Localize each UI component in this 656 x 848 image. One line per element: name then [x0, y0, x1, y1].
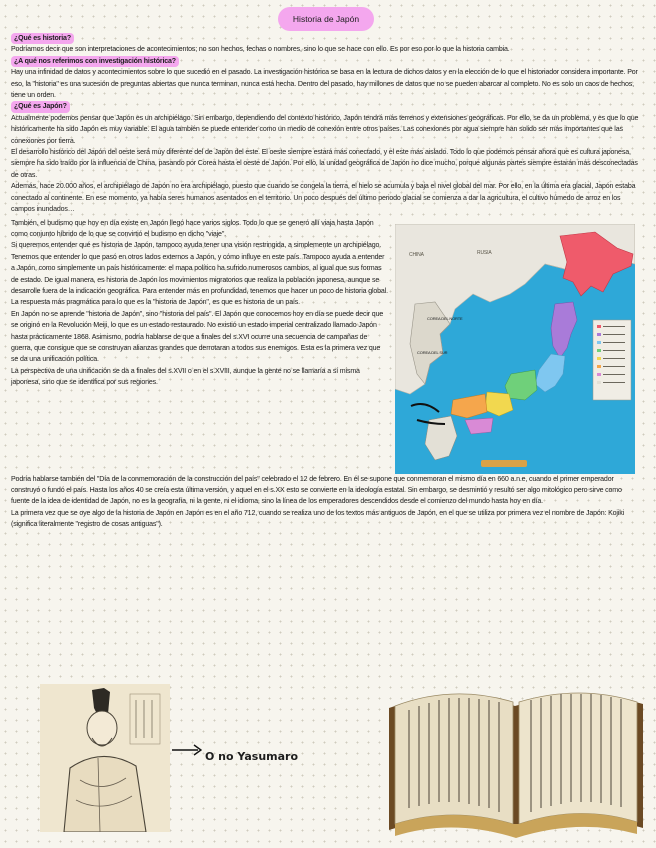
portrait-caption: O no Yasumaro: [205, 750, 299, 763]
kojiki-book-image: [385, 678, 647, 846]
document-body: [11, 33, 639, 531]
text-and-map-row: [11, 218, 639, 474]
paragraph: Si queremos entender qué es historia de Japón, tampoco ayuda tener una visión restringida, a simplemente un archipiélago. Tenemos que entender lo que pasó en otros lados externos a Japón, y cómo influye en este país. Tampoco ayuda a entender a Japón, como simplemente un país históricamente: el mapa político ha sufrido numerosos cambios, al igual que sus formas de estado. De igual manera, es historia de Japón los movimientos migratorios que realiza la población japonesa, aunque se desarrolle fuera de la indicación geográfica. Para entender más en profundidad, tenemos que hacer un poco de historia global. La respuesta más pragmática para lo que es la "historia de Japón", es que es historia de un país.: [11, 242, 388, 307]
label-russia: RUSIA: [477, 249, 492, 256]
japan-map: [395, 224, 635, 474]
left-page: [395, 694, 513, 824]
japan-map-svg: [395, 224, 635, 474]
label-north-korea: COREA DEL NORTE: [427, 315, 463, 321]
paragraph: La perspectiva de una unificación se da a finales del s.XVII o en el s.XVIII, aunque la gente no se llamaría a sí misma japonesa, sino que se identifica por sus regiones.: [11, 367, 360, 387]
o-no-yasumaro-portrait: [40, 684, 170, 832]
paragraph: El desarrollo histórico del Japón del oeste será muy diferente del de Japón del este. El oeste siempre estará más conectado, y el este más aislado. Todo lo que podemos pensar ahora que es cultura japonesa, siempre ha sido traído por la influencia de China, pasando por Corea hasta el oeste de Japón. Por ello, la unidad geográfica de Japón no dice mucho, porque algunas partes siempre estarán más desconectadas de otras.: [11, 149, 638, 179]
map-credit-badge: [481, 460, 527, 467]
paragraph: Podría hablarse también del "Día de la conmemoración de la construcción del país" celebrado el 12 de febrero. En él se supone que conmemoran el mismo día en 660 a.n.e, cuando el primer emperador construyó o fundó el país. Hasta los años 40 se creía esta última versión, y aquel en el s.XX esto se convierte en la ideología estatal. Sin embargo, se desmintió y resultó ser algo mitológico pero sirve como fuente de la idea de identidad de Japón, no es la geografía, ni la gente, ni el idioma, sino la línea de los emperadores descendidos desde el comienzo del mundo hasta hoy en día.: [11, 475, 622, 506]
heading-que-es-historia: ¿Qué es historia?: [11, 33, 74, 44]
paragraph: Hay una infinidad de datos y acontecimientos sobre lo que sucedió en el pasado. La investigación histórica se basa en la lectura de dichos datos y en la elección de lo que el historiador considera importante. Por eso, la "historia" es una sucesión de preguntas abiertas que nunca terminan, nunca está hecha. Dentro del pasado, hay millones de datos que no se pueden abarcar al completo. No es solo un caos de hechos, tiene un orden.: [11, 69, 638, 100]
paragraph: En Japón no se aprende "historia de Japón", sino "historia del país". El Japón que conocemos hoy en día se puede decir que se originó en la Revolución Meiji, lo que es un estado restaurado. No existió un estado imperial centralizado llamado Japón hasta prácticamente 1868. Asimismo, podría hablarse de que a finales del s.XVI ocurre una secuencia de campañas de guerra, que consigue que se construyan alianzas grandes que derrotaran a todos sus enemigos. Esta es la primera vez que se da una unificación política.: [11, 310, 384, 364]
face: [87, 711, 117, 745]
paragraph: La primera vez que se oye algo de la historia de Japón en Japón es en el año 712, cuando se realiza uno de los textos más antiguos de Japón, en el que se utiliza por primera vez el nombre de Japón: Kojiki (significa literalmente "registro de cosas antiguas").: [11, 509, 625, 529]
arrow-icon: [172, 744, 202, 756]
label-south-korea: COREA DEL SUR: [417, 349, 448, 355]
paragraph: También, el budismo que hoy en día existe en Japón llegó hace varios siglos. Todo lo que se generó allí viaja hasta Japón como conjunto híbrido de lo que se convirtió el budismo en dicho "viaje".: [11, 219, 374, 238]
paragraph: Además, hace 20.000 años, el archipiélago de Japón no era archipiélago, puesto que cuando se congela la tierra, el hielo se acumula y baja el nivel global del mar. Por ello, en la última era glacial, Japón estaba conectado al continente. En ese momento, ya había seres humanos asentados en el territorio. Un poco después del último periodo glacial se comienza a dar la agricultura, el cultivo húmedo de arroz en los campos inundados…: [11, 183, 636, 214]
label-china: CHINA: [409, 251, 424, 258]
mid-column-text: [11, 218, 389, 474]
illustrations-row: [0, 672, 656, 848]
paragraph: Podríamos decir que son interpretaciones de acontecimientos; no son hechos, fechas o nombres, sino lo que se hace con ello. Es por eso por lo que la historia cambia.: [11, 46, 510, 54]
right-page: [519, 693, 637, 824]
heading-que-es-japon: ¿Qué es Japón?: [11, 101, 70, 112]
paragraph: Actualmente podemos pensar que Japón es un archipiélago. Sin embargo, dependiendo del contexto histórico, Japón tendrá más terrenos y extensiones geográficas. Por ello, se da un problema, y es que lo que históricamente ha sido Japón es muy variable. El agua también se puede entender como un medio de conexión entre otros países. Las conexiones por agua siempre han solido ser más importantes que las conexiones por tierra.: [11, 114, 639, 145]
page-title: Historia de Japón: [278, 7, 374, 31]
robe: [64, 756, 146, 832]
heading-investigacion-historica: ¿A qué nos referimos con investigación histórica?: [11, 56, 179, 67]
